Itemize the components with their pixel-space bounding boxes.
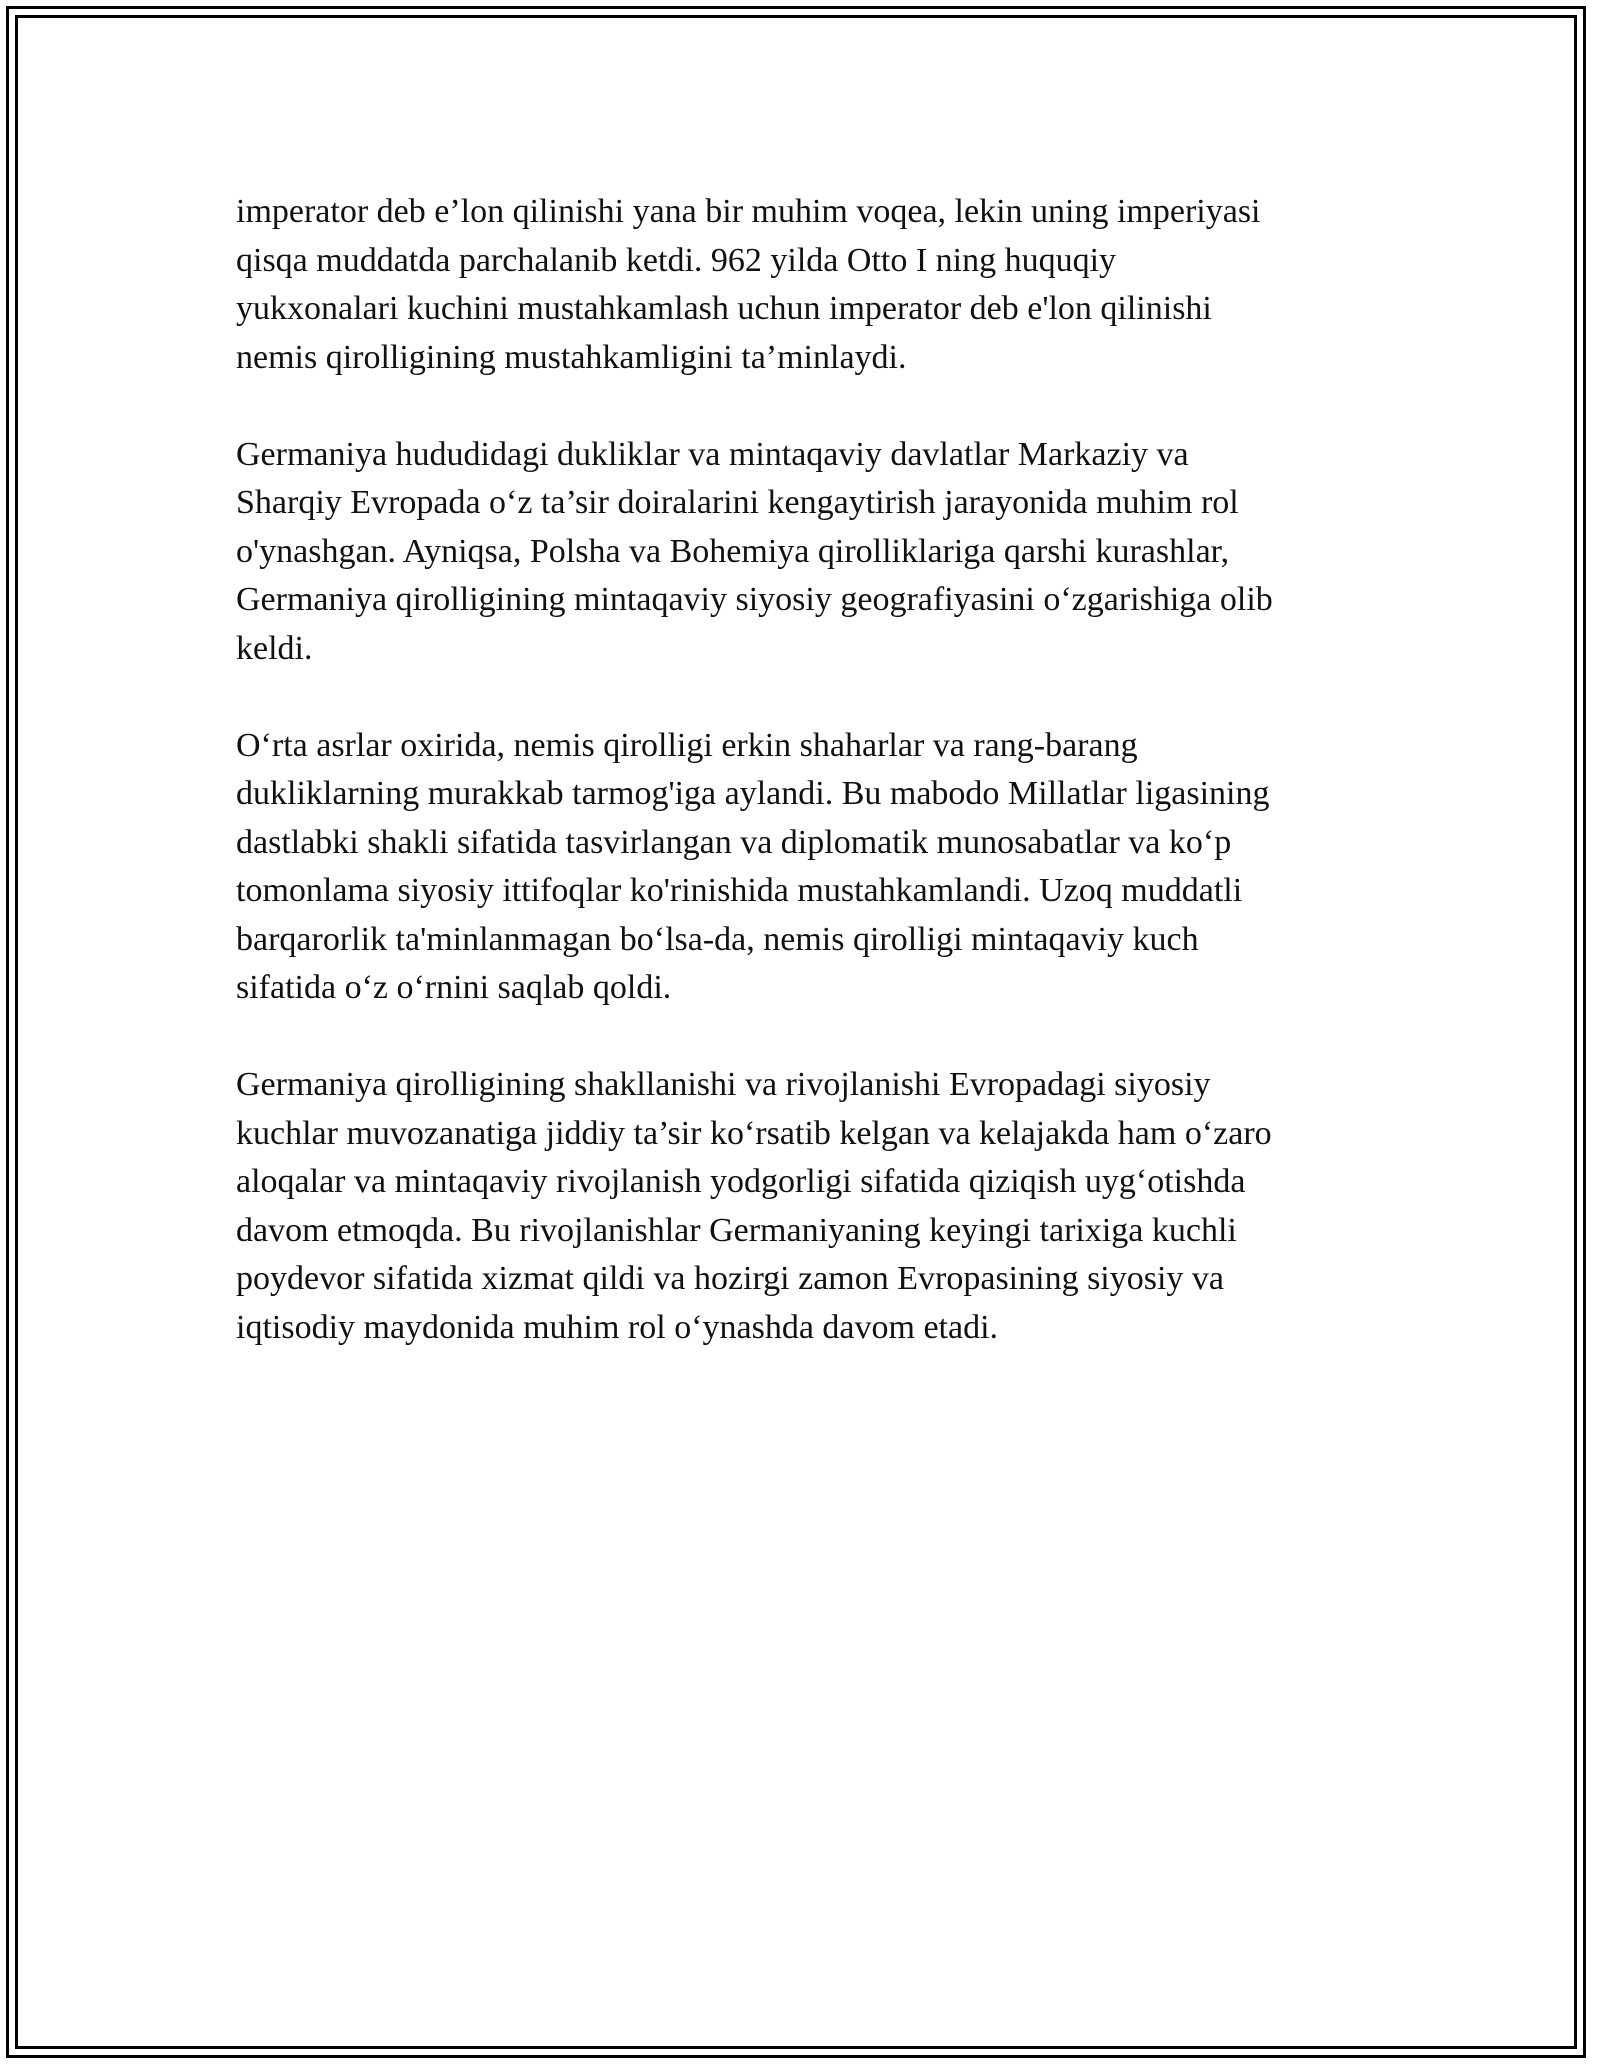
paragraph-1: imperator deb e’lon qilinishi yana bir muhim voqea, lekin uning imperiyasi qisqa muddatda parchalanib ketdi. 962 yilda Otto I ning huquqiy yukxonalari kuchini mustahkamlash uchun imperator deb e'lon qilinishi nemis qirolligining mustahkamligini ta’minlaydi. <box>236 193 1261 376</box>
paragraph-3: O‘rta asrlar oxirida, nemis qirolligi erkin shaharlar va rang-barang dukliklarning murakkab tarmog'iga aylandi. Bu mabodo Millatlar ligasining dastlabki shakli sifatida tasvirlangan va diplomatik munosabatlar va ko‘p tomonlama siyosiy ittifoqlar ko'rinishida mustahkamlandi. Uzoq muddatli barqarorlik ta'minlanmagan bo‘lsa-da, nemis qirolligi mintaqaviy kuch sifatida o‘z o‘rnini saqlab qoldi. <box>236 726 1270 1006</box>
paragraph-2: Germaniya hududidagi dukliklar va mintaqaviy davlatlar Markaziy va Sharqiy Evropada o‘z ta’sir doiralarini kengaytirish jarayonida muhim rol o'ynashgan. Ayniqsa, Polsha va Bohemiya qirolliklariga qarshi kurashlar, Germaniya qirolligining mintaqaviy siyosiy geografiyasini o‘zgarishiga olib keldi. <box>236 435 1273 667</box>
document-body <box>236 188 1366 1352</box>
paragraph-4: Germaniya qirolligining shakllanishi va rivojlanishi Evropadagi siyosiy kuchlar muvozanatiga jiddiy ta’sir ko‘rsatib kelgan va kelajakda ham o‘zaro aloqalar va mintaqaviy rivojlanish yodgorligi sifatida qiziqish uyg‘otishda davom etmoqda. Bu rivojlanishlar Germaniyaning keyingi tarixiga kuchli poydevor sifatida xizmat qildi va hozirgi zamon Evropasining siyosiy va iqtisodiy maydonida muhim rol o‘ynashda davom etadi. <box>236 1066 1272 1346</box>
